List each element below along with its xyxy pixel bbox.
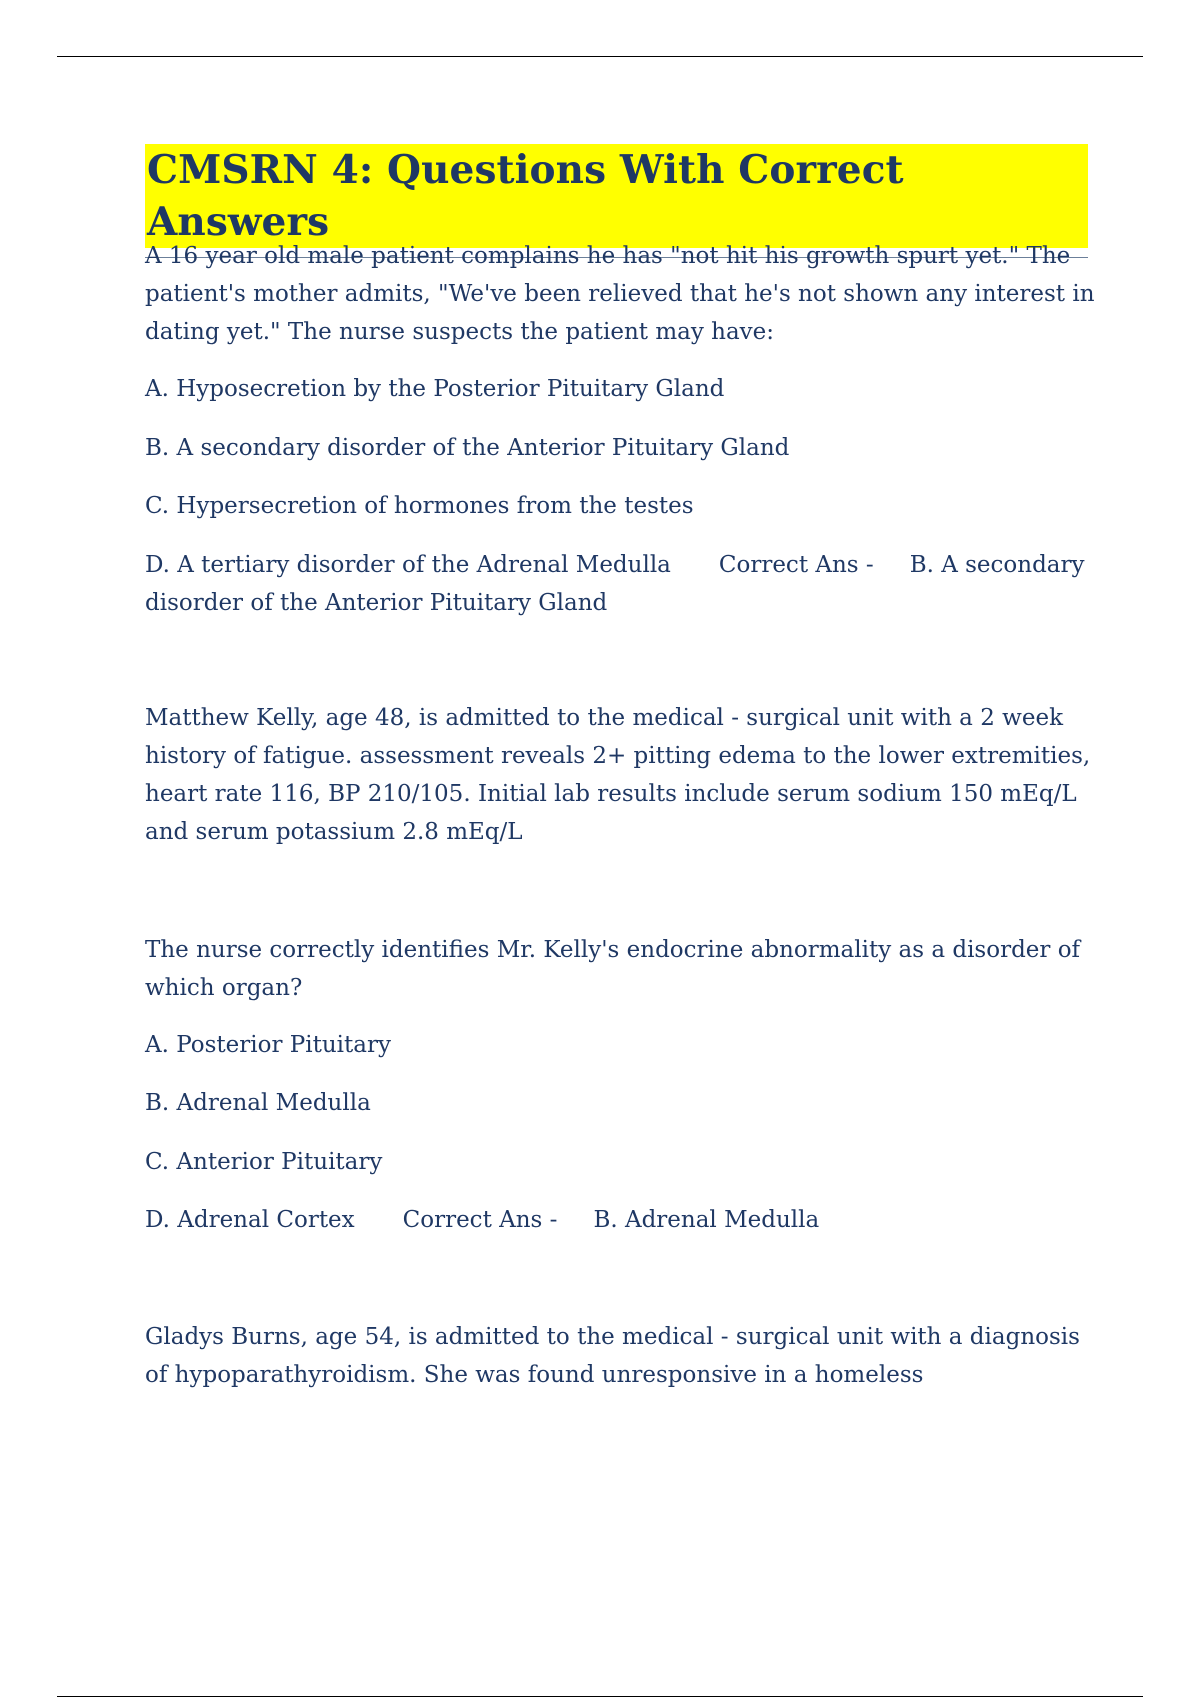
q1-answer: B. A secondary disorder of the Anterior Pituitary Gland bbox=[145, 552, 1085, 616]
q1-option-b: B. A secondary disorder of the Anterior Pituitary Gland bbox=[145, 435, 790, 461]
q2-case: Matthew Kelly, age 48, is admitted to the medical - surgical unit with a 2 week history of fatigue. assessment reveals 2+ pitting edema to the lower extremities, heart rate 116, BP 210/105. Initial lab results include serum sodium 150 mEq/L and serum potassium 2.8 mEq/L bbox=[145, 705, 1091, 845]
page-title: CMSRN 4: Questions With Correct Answers bbox=[145, 144, 1088, 248]
q1-option-d: D. A tertiary disorder of the Adrenal Medulla bbox=[145, 552, 671, 578]
q3-case: Gladys Burns, age 54, is admitted to the medical - surgical unit with a diagnosis of hypoparathyroidism. She was found unresponsive in a homeless bbox=[145, 1324, 1080, 1388]
q2-option-d-answer bbox=[145, 1201, 1100, 1239]
q2-option-a: A. Posterior Pituitary bbox=[145, 1032, 391, 1058]
footer-rule bbox=[57, 1696, 1143, 1697]
q2-option-d: D. Adrenal Cortex bbox=[145, 1207, 355, 1233]
q1-correct-label: Correct Ans - bbox=[718, 552, 874, 578]
q2-correct-label: Correct Ans - bbox=[402, 1207, 558, 1233]
q2-stem: The nurse correctly identifies Mr. Kelly's endocrine abnormality as a disorder of which organ? bbox=[145, 937, 1081, 1001]
q1-stem: A 16 year old male patient complains he has "not hit his growth spurt yet." The patient's mother admits, "We've been relieved that he's not shown any interest in dating yet." The nurse suspects the patient may have: bbox=[145, 243, 1095, 345]
q2-answer: B. Adrenal Medulla bbox=[593, 1207, 820, 1233]
q1-option-d-answer bbox=[145, 546, 1100, 622]
q1-option-a: A. Hyposecretion by the Posterior Pituitary Gland bbox=[145, 376, 725, 402]
q2-option-c: C. Anterior Pituitary bbox=[145, 1149, 383, 1175]
q2-option-b: B. Adrenal Medulla bbox=[145, 1090, 371, 1116]
q1-option-c: C. Hypersecretion of hormones from the testes bbox=[145, 493, 694, 519]
header-rule bbox=[57, 56, 1143, 57]
